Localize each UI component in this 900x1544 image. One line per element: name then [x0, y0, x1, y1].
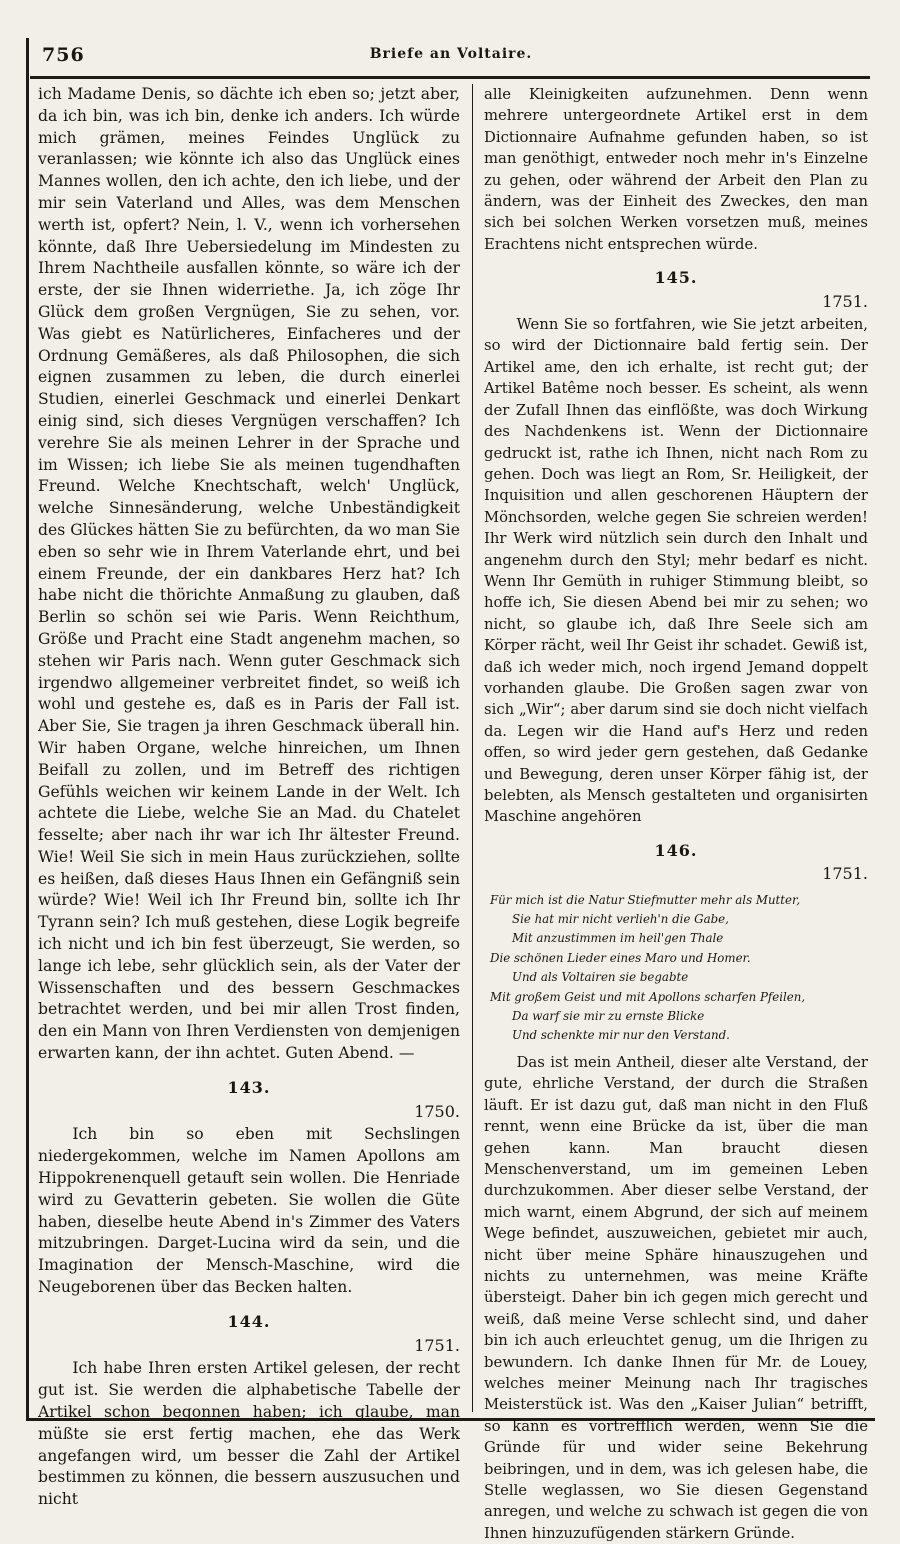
running-title: Briefe an Voltaire. [369, 46, 533, 62]
poem-line: Mit großem Geist und mit Apollons scharfen Pfeilen, [490, 989, 806, 1004]
letter-145-year: 1751. [822, 291, 868, 311]
right-column [484, 84, 868, 1544]
letter-143-text: Ich bin so eben mit Sechslingen niedergekommen, welche im Namen Apollons am Hippokrenenquell getauft sein wollen. Die Henriade wird zu Gevatterin gebeten. Sie wollen die Güte haben, dieselbe heute Abend in's Zimmer des Vaters mitzubringen. Darget-Lucina wird da sein, und die Imagination der Mensch-Maschine, wird die Neugeborenen über das Becken halten. [38, 1125, 460, 1297]
letter-144-continuation: alle Kleinigkeiten aufzunehmen. Denn wenn mehrere untergeordnete Artikel erst in dem Dictionnaire Aufnahme gefunden haben, so ist man genöthigt, entweder noch mehr in's Einzelne zu gehen, oder während der Arbeit den Plan zu ändern, was der Einheit des Zweckes, den man sich bei solchen Werken vorsetzen muß, meines Erachtens nicht entsprechen würde. [484, 86, 868, 253]
left-column [38, 84, 460, 1511]
letter-146-number: 146. [654, 840, 698, 860]
page-number: 756 [42, 44, 85, 66]
poem-line: Und als Voltairen sie begabte [512, 970, 689, 985]
letter-145-text: Wenn Sie so fortfahren, wie Sie jetzt arbeiten, so wird der Dictionnaire bald fertig sein. Der Artikel ame, den ich erhalte, ist recht gut; der Artikel Batême noch besser. Es scheint, als wenn der Zufall Ihnen das einflößte, was doch Wirkung des Nachdenkens ist. Wenn der Dictionnaire gedruckt ist, rathe ich Ihnen, nicht nach Rom zu gehen. Doch was liegt an Rom, Sr. Heiligkeit, der Inquisition und allen geschorenen Häuptern der Mönchsorden, welche gegen Sie schreien werden! Ihr Werk wird nützlich sein durch den Inhalt und angenehm durch den Styl; mehr bedarf es nicht. Wenn Ihr Gemüth in ruhiger Stimmung bleibt, so hoffe ich, Sie diesen Abend bei mir zu sehen; wo nicht, so glaube ich, daß Ihre Seele sich am Körper rächt, weil Ihr Geist ihr schadet. Gewiß ist, daß ich weder mich, noch irgend Jemand doppelt vorhanden glaube. Die Großen sagen zwar von sich „Wir“; aber darum sind sie doch nicht vielfach da. Legen wir die Hand auf's Herz und reden offen, so wird jeder gern gestehen, daß Gedanke und Bewegung, deren unser Körper fähig ist, der belebten, als Mensch gestalteten und organisirten Maschine angehören [484, 316, 868, 826]
letter-143-number: 143. [227, 1077, 271, 1097]
letter-146-year: 1751. [822, 864, 868, 884]
letter-144-number: 144. [227, 1311, 271, 1331]
poem-line: Da warf sie mir zu ernste Blicke [512, 1009, 705, 1024]
poem-line: Mit anzustimmen im heil'gen Thale [512, 931, 724, 946]
poem-line: Und schenkte mir nur den Verstand. [512, 1028, 730, 1043]
poem [490, 891, 868, 1046]
letter-144-text: Ich habe Ihren ersten Artikel gelesen, der recht gut ist. Sie werden die alphabetische Tabelle der Artikel schon begonnen haben; ich glaube, man müßte sie erst fertig machen, ehe das Werk angefangen wird, um besser die Zahl der Artikel bestimmen zu können, die bessern auszusuchen und nicht [38, 1359, 460, 1509]
letter-142-continuation: ich Madame Denis, so dächte ich eben so; jetzt aber, da ich bin, was ich bin, denke ich anders. Ich würde mich grämen, meines Feindes Unglück zu veranlassen; wie könnte ich also das Unglück eines Mannes wollen, den ich achte, den ich liebe, und der mir sein Vaterland und Alles, was dem Menschen werth ist, opfert? Nein, l. V., wenn ich vorhersehen könnte, daß Ihre Uebersiedelung im Mindesten zu Ihrem Nachtheile ausfallen könnte, so wäre ich der erste, der sie Ihnen widerriethe. Ja, ich zöge Ihr Glück dem großen Vergnügen, Sie zu sehen, vor. Was giebt es Natürlicheres, Einfacheres und der Ordnung Gemäßeres, als daß Philosophen, die sich eignen zusammen zu leben, die durch einerlei Studien, einerlei Geschmack und einerlei Denkart einig sind, sich dieses Vergnügen verschaffen? Ich verehre Sie als meinen Lehrer in der Sprache und im Wissen; ich liebe Sie als meinen tugendhaften Freund. Welche Knechtschaft, welch' Unglück, welche Sinnesänderung, welche Unbeständigkeit des Glückes hätten Sie zu befürchten, da wo man Sie eben so sehr wie in Ihrem Vaterlande ehrt, und bei einem Freunde, der ein dankbares Herz hat? Ich habe nicht die thörichte Anmaßung zu glauben, daß Berlin so schön sei wie Paris. Wenn Reichthum, Größe und Pracht eine Stadt angenehm machen, so stehen wir Paris nach. Wenn guter Geschmack sich irgendwo allgemeiner verbreitet findet, so weiß ich wohl und gestehe es, daß es in Paris der Fall ist. Aber Sie, Sie tragen ja ihren Geschmack überall hin. Wir haben Organe, welche hinreichen, um Ihnen Beifall zu zollen, und im Betreff des richtigen Gefühls weichen wir keinem Lande in der Welt. Ich achtete die Liebe, welche Sie an Mad. du Chatelet fesselte; aber nach ihr war ich Ihr ältester Freund. Wie! Weil Sie sich in mein Haus zurückziehen, sollte es heißen, daß dieses Haus Ihnen ein Gefängniß sein würde? Wie! Weil ich Ihr Freund bin, sollte ich Ihr Tyrann sein? Ich muß gestehen, diese Logik begreife ich nicht und ich bin fest überzeugt, Sie werden, so lange ich lebe, sehr glücklich sein, als der Vater der Wissenschaften und des bessern Geschmackes betrachtet werden, und bei mir allen Trost finden, den ein Mann von Ihren Verdiensten von demjenigen erwarten kann, der ihn achtet. Guten Abend. — [38, 85, 460, 1063]
poem-line: Für mich ist die Natur Stiefmutter mehr als Mutter, [490, 892, 801, 907]
letter-146-text: Das ist mein Antheil, dieser alte Verstand, der gute, ehrliche Verstand, der durch die Straßen läuft. Er ist dazu gut, daß man nicht in den Fluß rennt, wenn eine Brücke da ist, über die man gehen kann. Man braucht diesen Menschenverstand, um im gemeinen Leben durchzukommen. Aber dieser selbe Verstand, der mich warnt, einem Abgrund, der sich auf meinem Wege befindet, auszuweichen, gebietet mir auch, nicht über meine Sphäre hinauszugehen und nichts zu unternehmen, was meine Kräfte übersteigt. Daher bin ich gegen mich gerecht und weiß, daß meine Verse schlecht sind, und daher bin ich auch erleuchtet genug, um die Ihrigen zu bewundern. Ich danke Ihnen für Mr. de Louey, welches meiner Meinung nach Ihr tragisches Meisterstück ist. Was den „Kaiser Julian“ betrifft, so kann es vortrefflich werden, wenn Sie die Gründe für und wider seine Bekehrung beibringen, und in dem, was ich gelesen habe, die Stelle weglassen, wo Sie diesen Gegenstand anregen, und welche zu schwach ist gegen die von Ihnen hinzuzufügenden stärkern Gründe. [484, 1053, 868, 1542]
header-rule [30, 76, 870, 79]
poem-line: Die schönen Lieder eines Maro und Homer. [490, 950, 751, 965]
poem-line: Sie hat mir nicht verlieh'n die Gabe, [512, 912, 729, 927]
letter-144-year: 1751. [414, 1335, 460, 1355]
column-divider [472, 84, 473, 1412]
page-header [36, 36, 866, 76]
letter-145-number: 145. [654, 268, 698, 288]
letter-143-year: 1750. [414, 1101, 460, 1121]
